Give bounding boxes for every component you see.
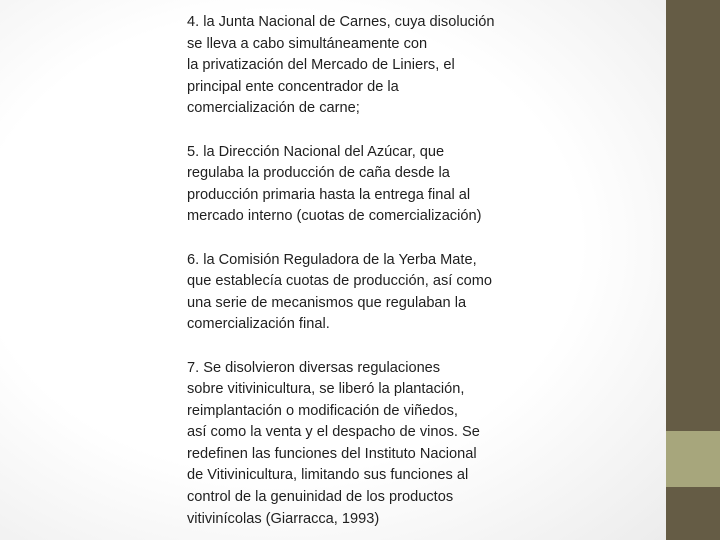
paragraph-direccion-azucar: 5. la Dirección Nacional del Azúcar, que regulaba la producción de caña desde la producción primaria hasta la entrega final al mercado interno (cuotas de comercialización) <box>187 143 482 225</box>
paragraph-vitivinicultura: 7. Se disolvieron diversas regulaciones sobre vitivinicultura, se liberó la plantación, reimplantación o modificación de viñedos, así como la venta y el despacho de vinos. Se redefinen las funciones del Instituto Nacional de Vitivinicultura, limitando sus funciones al control de la genuinidad de los productos vitivinícolas (Giarracca, 1993) <box>187 359 480 527</box>
paragraph-comision-yerba-mate: 6. la Comisión Reguladora de la Yerba Mate, que establecía cuotas de producción, así como una serie de mecanismos que regulaban la comercialización final. <box>187 251 493 333</box>
paragraph-junta-nacional-carnes: 4. la Junta Nacional de Carnes, cuya disolución se lleva a cabo simultáneamente con la privatización del Mercado de Liniers, el principal ente concentrador de la comercialización de carne; <box>187 14 495 117</box>
slide-text-body <box>187 12 547 540</box>
sidebar-accent-block <box>666 431 720 487</box>
